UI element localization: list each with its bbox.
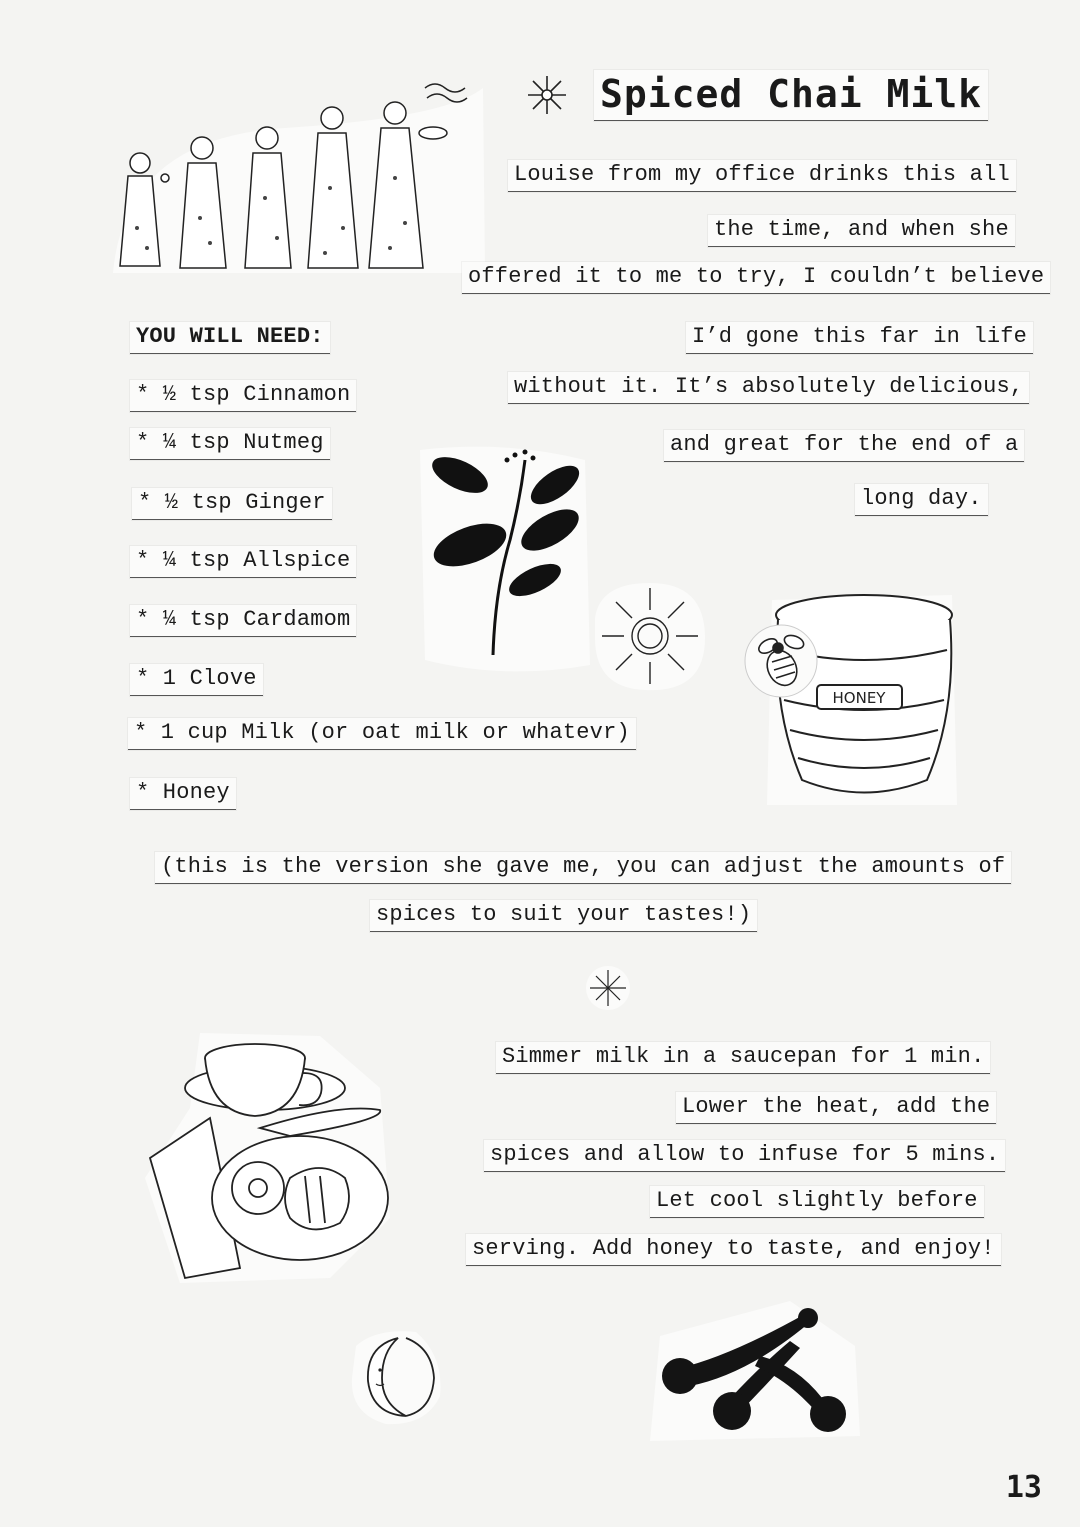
victorian-ladies-illustration <box>105 78 490 283</box>
intro-line: without it. It’s absolutely delicious, <box>508 372 1029 404</box>
page-number: 13 <box>1005 1470 1042 1505</box>
leaf-branch-icon <box>415 440 595 680</box>
teacup-icon <box>140 1028 392 1286</box>
ingredients-heading: YOU WILL NEED: <box>130 322 330 354</box>
intro-line: I’d gone this far in life <box>686 322 1033 354</box>
method-line: Simmer milk in a saucepan for 1 min. <box>496 1042 990 1074</box>
sun-icon <box>590 578 710 698</box>
intro-line: and great for the end of a <box>664 430 1024 462</box>
ingredient-item: * ½ tsp Ginger <box>132 488 332 520</box>
ingredient-item: * 1 Clove <box>130 664 263 696</box>
bee-icon <box>742 622 820 700</box>
method-line: spices and allow to infuse for 5 mins. <box>484 1140 1005 1172</box>
intro-line: Louise from my office drinks this all <box>508 160 1016 192</box>
ingredient-item: * ¼ tsp Nutmeg <box>130 428 330 460</box>
method-line: Lower the heat, add the <box>676 1092 996 1124</box>
method-line: Let cool slightly before <box>650 1186 984 1218</box>
starburst-icon <box>524 72 570 118</box>
ingredient-item: * Honey <box>130 778 236 810</box>
intro-line: long day. <box>855 484 988 516</box>
note-line: spices to suit your tastes!) <box>370 900 757 932</box>
moon-icon <box>346 1326 446 1428</box>
method-line: serving. Add honey to taste, and enjoy! <box>466 1234 1001 1266</box>
cloves-icon <box>640 1296 864 1446</box>
ingredient-item: * 1 cup Milk (or oat milk or whatevr) <box>128 718 636 750</box>
page-title: Spiced Chai Milk <box>594 70 988 121</box>
honey-label: HONEY <box>832 689 886 707</box>
intro-line: the time, and when she <box>708 215 1015 247</box>
ingredient-item: * ¼ tsp Cardamom <box>130 605 356 637</box>
starburst-icon <box>584 964 632 1012</box>
ingredient-item: * ½ tsp Cinnamon <box>130 380 356 412</box>
ingredient-item: * ¼ tsp Allspice <box>130 546 356 578</box>
intro-line: offered it to me to try, I couldn’t believe <box>462 262 1050 294</box>
note-line: (this is the version she gave me, you can adjust the amounts of <box>155 852 1011 884</box>
